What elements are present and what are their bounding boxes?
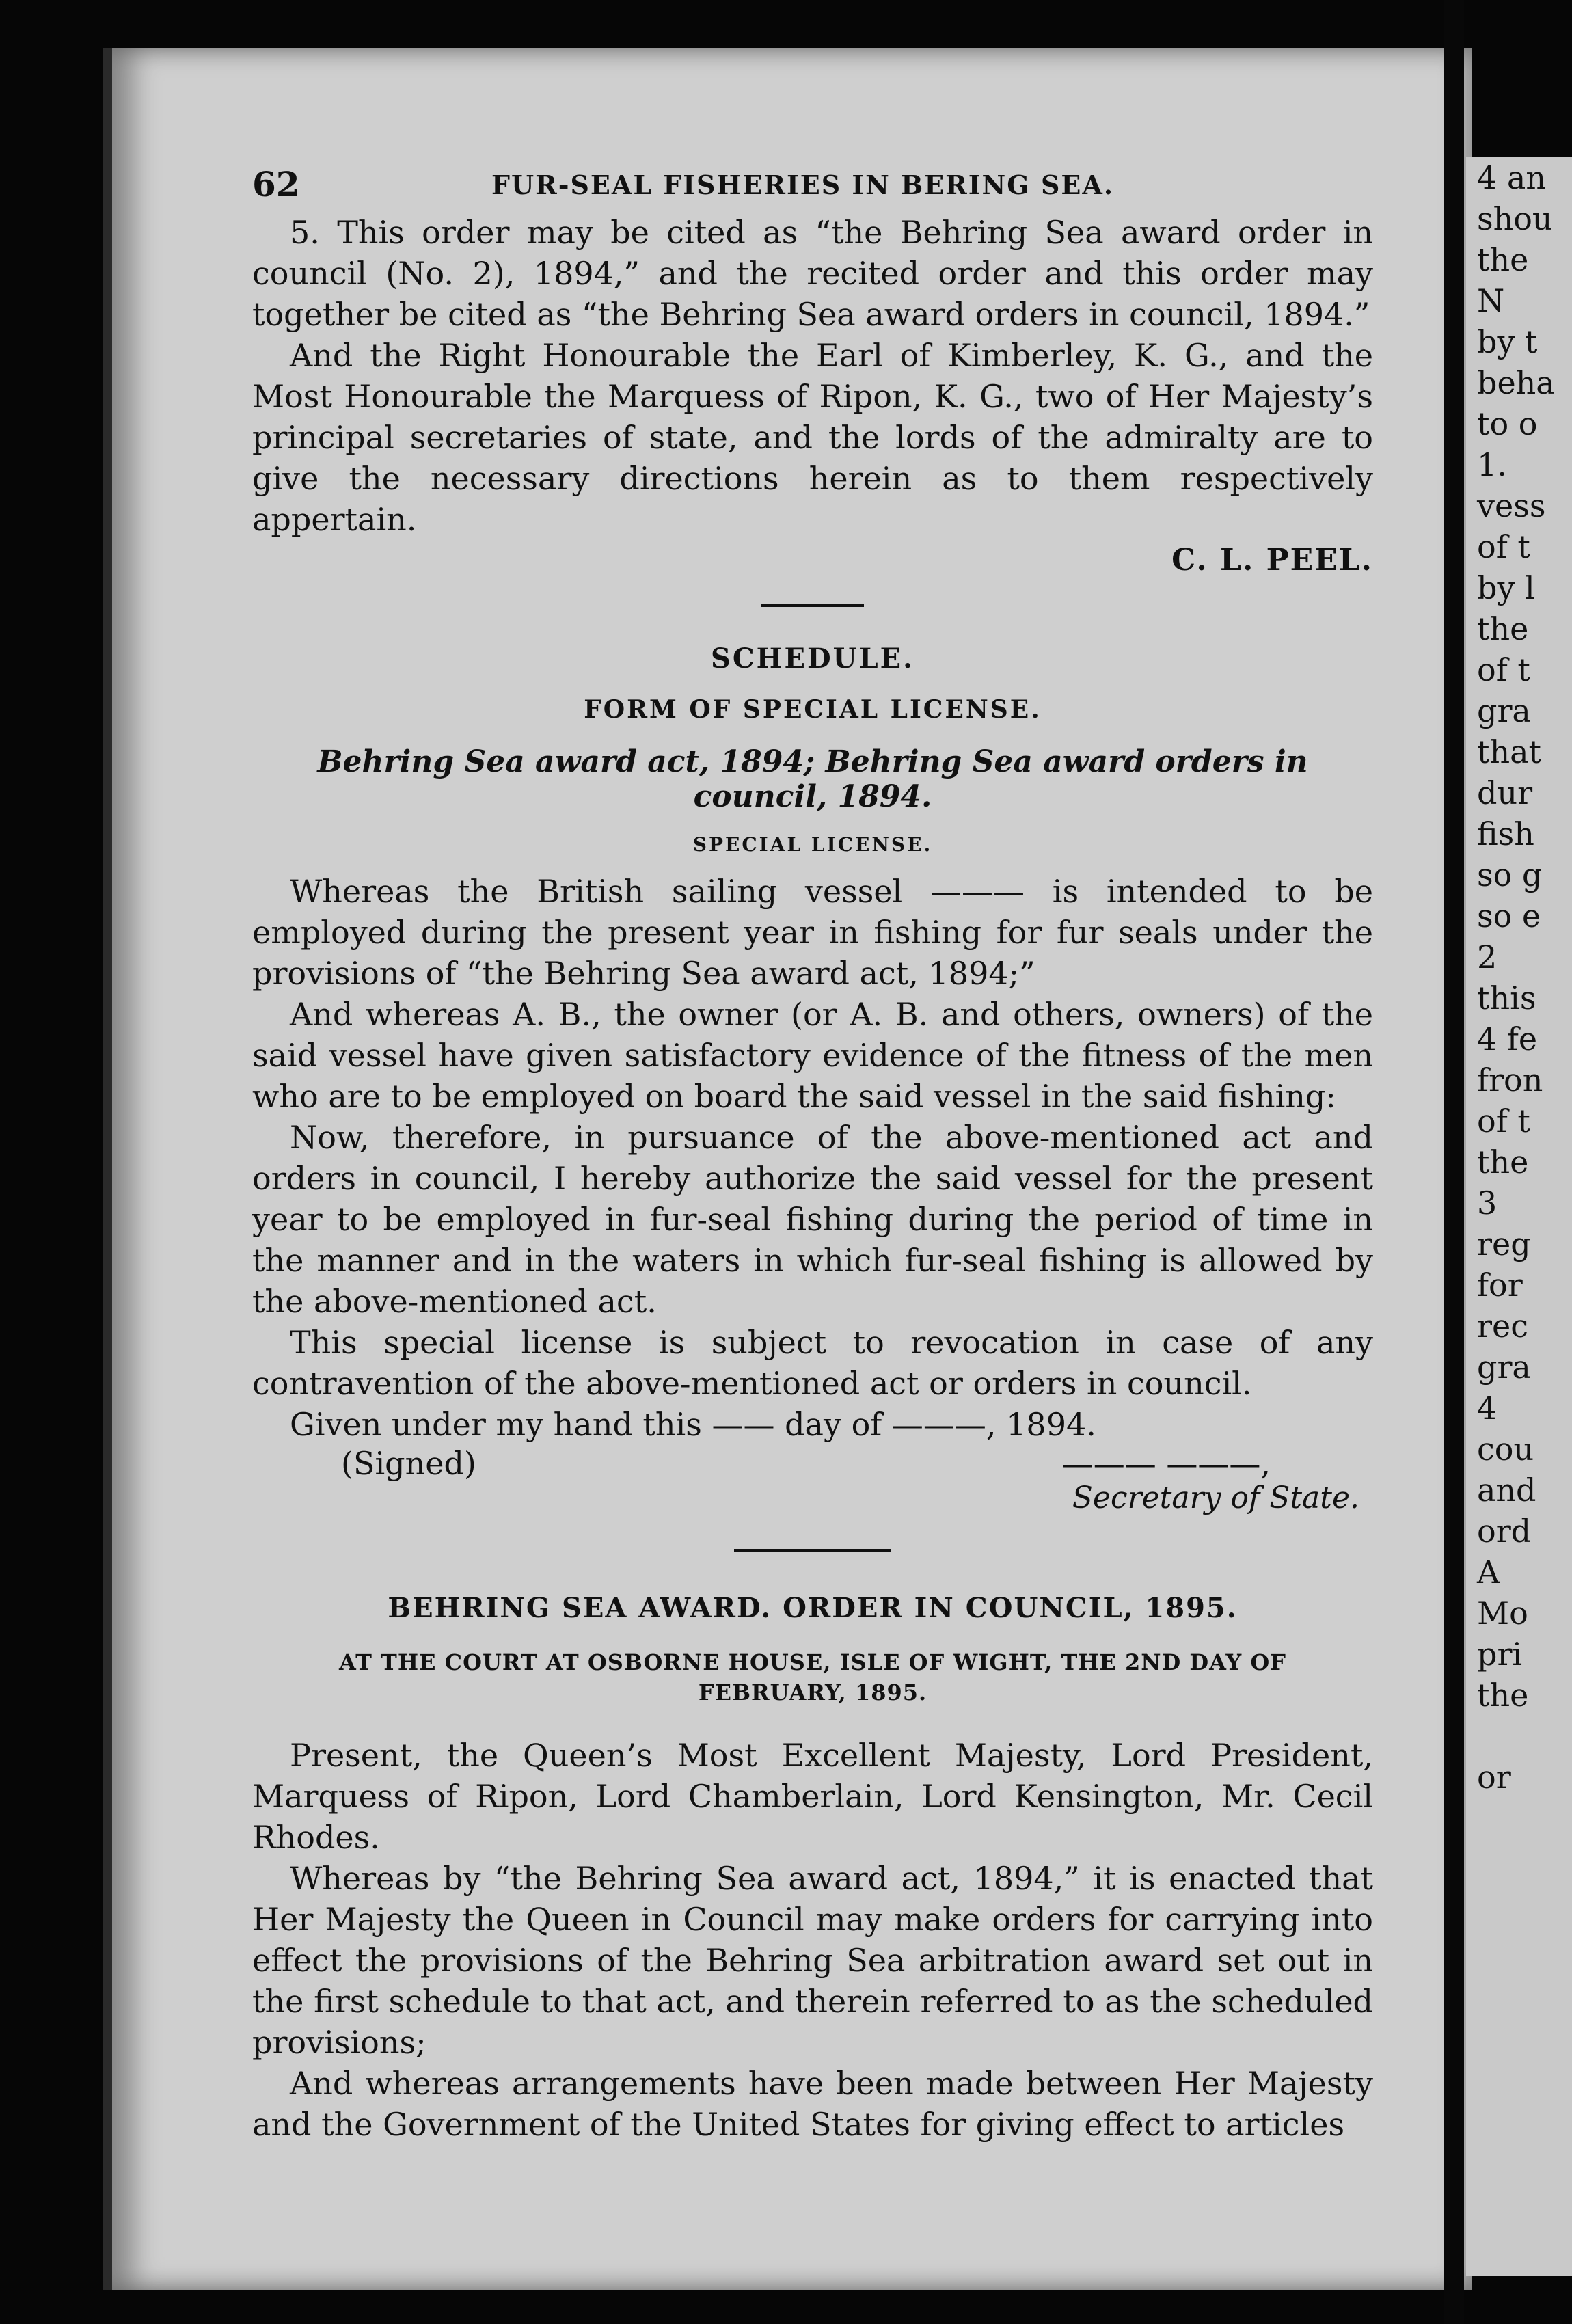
paragraph-enactment: Whereas by “the Behring Sea award act, 1894,” it is enacted that Her Majesty the Queen in Council may make orders for carrying into effect the provisions of the Behring Sea arbitration award set out in the first schedule to that act, and therein referred to as the scheduled provisions;	[252, 1860, 1373, 2061]
next-page-line: the	[1477, 610, 1529, 647]
section-divider	[734, 1549, 891, 1552]
next-page-line: fron	[1477, 1062, 1543, 1098]
next-page-line: 3	[1477, 1185, 1498, 1221]
next-page-line: cou	[1477, 1431, 1534, 1468]
next-page-line: Mo	[1477, 1595, 1528, 1632]
next-page-line: beha	[1477, 364, 1555, 401]
book-page-left	[103, 48, 1472, 2290]
section-divider	[761, 604, 864, 607]
next-page-line: of t	[1477, 528, 1530, 565]
next-page-line: by t	[1477, 323, 1538, 360]
next-page-line: rec	[1477, 1308, 1528, 1345]
next-page-line	[1466, 1716, 1572, 1757]
paragraph-arrangements: And whereas arrangements have been made between Her Majesty and the Government of the United States for giving effect to articles	[252, 2065, 1373, 2143]
signature-block	[252, 1445, 1373, 1520]
paragraph-owner: And whereas A. B., the owner (or A. B. and others, owners) of the said vessel have given satisfactory evidence of the fitness of the men who are to be employed on board the said vessel in the said fishing:	[252, 996, 1373, 1115]
next-page-line: reg	[1477, 1226, 1531, 1262]
running-head	[252, 164, 1373, 212]
next-page-line: 1.	[1477, 446, 1507, 483]
next-page-line: N	[1477, 282, 1505, 319]
next-page-line: shou	[1477, 200, 1553, 237]
running-title: FUR-SEAL FISHERIES IN BERING SEA.	[491, 170, 1115, 200]
next-page-line: this	[1477, 979, 1536, 1016]
next-page-line: 4 fe	[1477, 1021, 1538, 1057]
book-page-right-edge	[1466, 157, 1572, 2276]
next-page-line: gra	[1477, 692, 1531, 729]
next-page-line: pri	[1477, 1636, 1523, 1673]
next-page-line: ord	[1477, 1513, 1532, 1550]
paragraph-authorization: Now, therefore, in pursuance of the above-mentioned act and orders in council, I hereby authorize the said vessel for the present year to be employed in fur-seal fishing during the period of time in the manner and in the waters in which fur-seal fishing is allowed by the above-mentioned act.	[252, 1119, 1373, 1320]
special-license-heading: SPECIAL LICENSE.	[692, 833, 933, 856]
next-page-line: the	[1477, 1144, 1529, 1180]
next-page-line: that	[1477, 733, 1542, 770]
paragraph-revocation: This special license is subject to revocation in case of any contravention of the above-mentioned act or orders in council.	[252, 1324, 1373, 1402]
page-number: 62	[252, 164, 300, 204]
next-page-line: so e	[1477, 897, 1541, 934]
next-page-line: 4	[1477, 1390, 1498, 1427]
order-heading: BEHRING SEA AWARD. ORDER IN COUNCIL, 1895.	[388, 1592, 1238, 1624]
paragraph-directions: And the Right Honourable the Earl of Kimberley, K. G., and the Most Honourable the Marquess of Ripon, K. G., two of Her Majesty’s principal secretaries of state, and the lords of the admiralty are to give the necessary directions herein as to them respectively appertain.	[252, 337, 1373, 538]
next-page-line: fish	[1477, 815, 1534, 852]
next-page-line: of t	[1477, 651, 1530, 688]
next-page-line: for	[1477, 1267, 1523, 1303]
paragraph-vessel: Whereas the British sailing vessel ——— is intended to be employed during the present year in fishing for fur seals under the provisions of “the Behring Sea award act, 1894;”	[252, 873, 1373, 992]
paragraph-present: Present, the Queen’s Most Excellent Majesty, Lord President, Marquess of Ripon, Lord Chamberlain, Lord Kensington, Mr. Cecil Rhodes.	[252, 1737, 1373, 1856]
next-page-line: dur	[1477, 774, 1533, 811]
signature-peel: C. L. PEEL.	[1171, 543, 1373, 578]
next-page-line: gra	[1477, 1349, 1531, 1386]
paragraph-citation: 5. This order may be cited as “the Behring Sea award order in council (No. 2), 1894,” and the recited order and this order may together be cited as “the Behring Sea award orders in council, 1894.”	[252, 214, 1373, 333]
next-page-line: or	[1477, 1759, 1511, 1796]
next-page-line: by l	[1477, 569, 1535, 606]
next-page-line: the	[1477, 1677, 1529, 1714]
next-page-line: and	[1477, 1472, 1536, 1509]
page-content	[252, 164, 1373, 2145]
form-heading: FORM OF SPECIAL LICENSE.	[584, 695, 1042, 724]
book-gutter	[1444, 0, 1464, 2324]
next-page-line: the	[1477, 241, 1529, 278]
next-page-line: A	[1477, 1554, 1500, 1591]
next-page-line: so g	[1477, 856, 1543, 893]
schedule-heading: SCHEDULE.	[710, 643, 915, 675]
next-page-line: 2	[1477, 938, 1498, 975]
secretary-signature-blank: ——— ———,	[1061, 1445, 1271, 1482]
given-under-hand-line: Given under my hand this —— day of ———, 1894.	[290, 1406, 1096, 1443]
next-page-line: 4 an	[1477, 159, 1546, 196]
signed-label: (Signed)	[341, 1445, 476, 1482]
court-line: AT THE COURT AT OSBORNE HOUSE, ISLE OF WIGHT, THE 2ND DAY OF FEBRUARY, 1895.	[339, 1649, 1286, 1705]
secretary-of-state-label: Secretary of State.	[1072, 1481, 1359, 1515]
next-page-line: of t	[1477, 1103, 1530, 1139]
next-page-line: vess	[1477, 487, 1546, 524]
acts-line: Behring Sea award act, 1894; Behring Sea award orders in council, 1894.	[317, 744, 1308, 814]
next-page-line: to o	[1477, 405, 1538, 442]
